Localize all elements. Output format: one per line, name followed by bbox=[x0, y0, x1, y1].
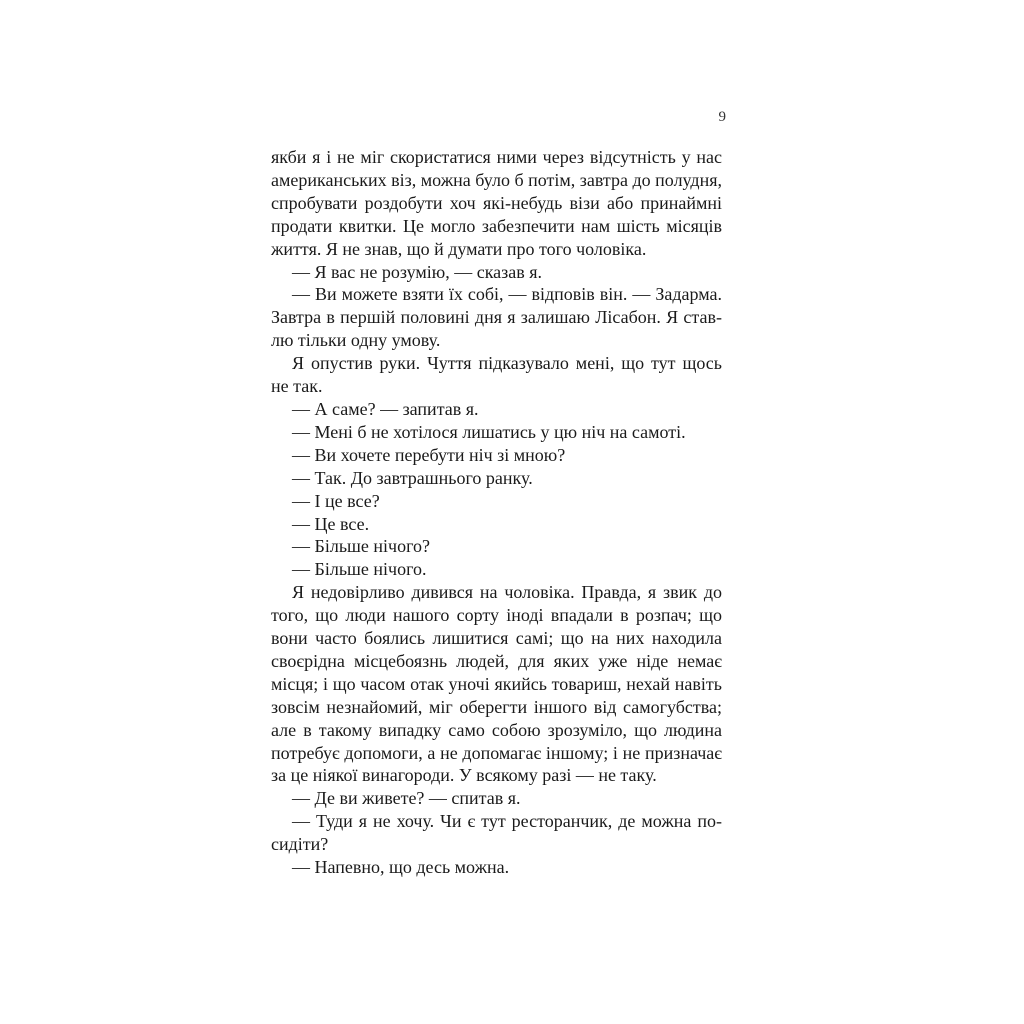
paragraph: якби я і не міг скористатися ними через відсутність у нас американських віз, можна було б потім, завтра до полудня, спробувати роздобути хоч які-небудь візи або принаймні продати квитки. Це могло забезпечити нам шість місяців життя. Я не знав, що й думати про того чоловіка. bbox=[271, 147, 722, 259]
paragraph: — Напевно, що десь можна. bbox=[292, 857, 510, 878]
paragraph: — А саме? — запитав я. bbox=[292, 398, 479, 419]
paragraph: — Це все. bbox=[292, 513, 370, 534]
book-text bbox=[271, 146, 722, 879]
paragraph: — Ви хочете перебути ніч зі мною? bbox=[292, 444, 566, 465]
paragraph: — Більше нічого. bbox=[292, 559, 427, 580]
paragraph: — Так. До завтрашнього ранку. bbox=[292, 467, 533, 488]
paragraph: Я недовірливо дивився на чоловіка. Правда, я звик до того, що люди нашого сорту іноді впадали в розпач; що вони часто боялись лишитися самі; що на них находила своєрідна місцебоязнь людей, для яких уже ніде немає місця; і що часом отак уночі якийсь товариш, нехай навіть зовсім незнайомий, міг оберегти іншого від самогубства; але в такому випадку само собою зрозуміло, що людина потребує допомоги, а не допомагає іншому; і не призначає за це ніякої винагороди. У всякому разі — не таку. bbox=[271, 582, 722, 786]
paragraph: — І це все? bbox=[292, 490, 380, 511]
paragraph: — Більше нічого? bbox=[292, 536, 430, 557]
page-number: 9 bbox=[718, 109, 726, 125]
paragraph: — Ви можете взяти їх собі, — відповів він. — Задарма. Завтра в першій половині дня я залишаю Лісабон. Я ставлю тільки одну умову. bbox=[271, 284, 722, 351]
paragraph: Я опустив руки. Чуття підказувало мені, що тут щось не так. bbox=[271, 353, 722, 397]
paragraph: — Де ви живете? — спитав я. bbox=[292, 788, 521, 809]
paragraph: — Я вас не розумію, — сказав я. bbox=[292, 261, 543, 282]
paragraph: — Мені б не хотілося лишатись у цю ніч на самоті. bbox=[292, 421, 686, 442]
paragraph: — Туди я не хочу. Чи є тут ресторанчик, де можна посидіти? bbox=[271, 811, 722, 855]
